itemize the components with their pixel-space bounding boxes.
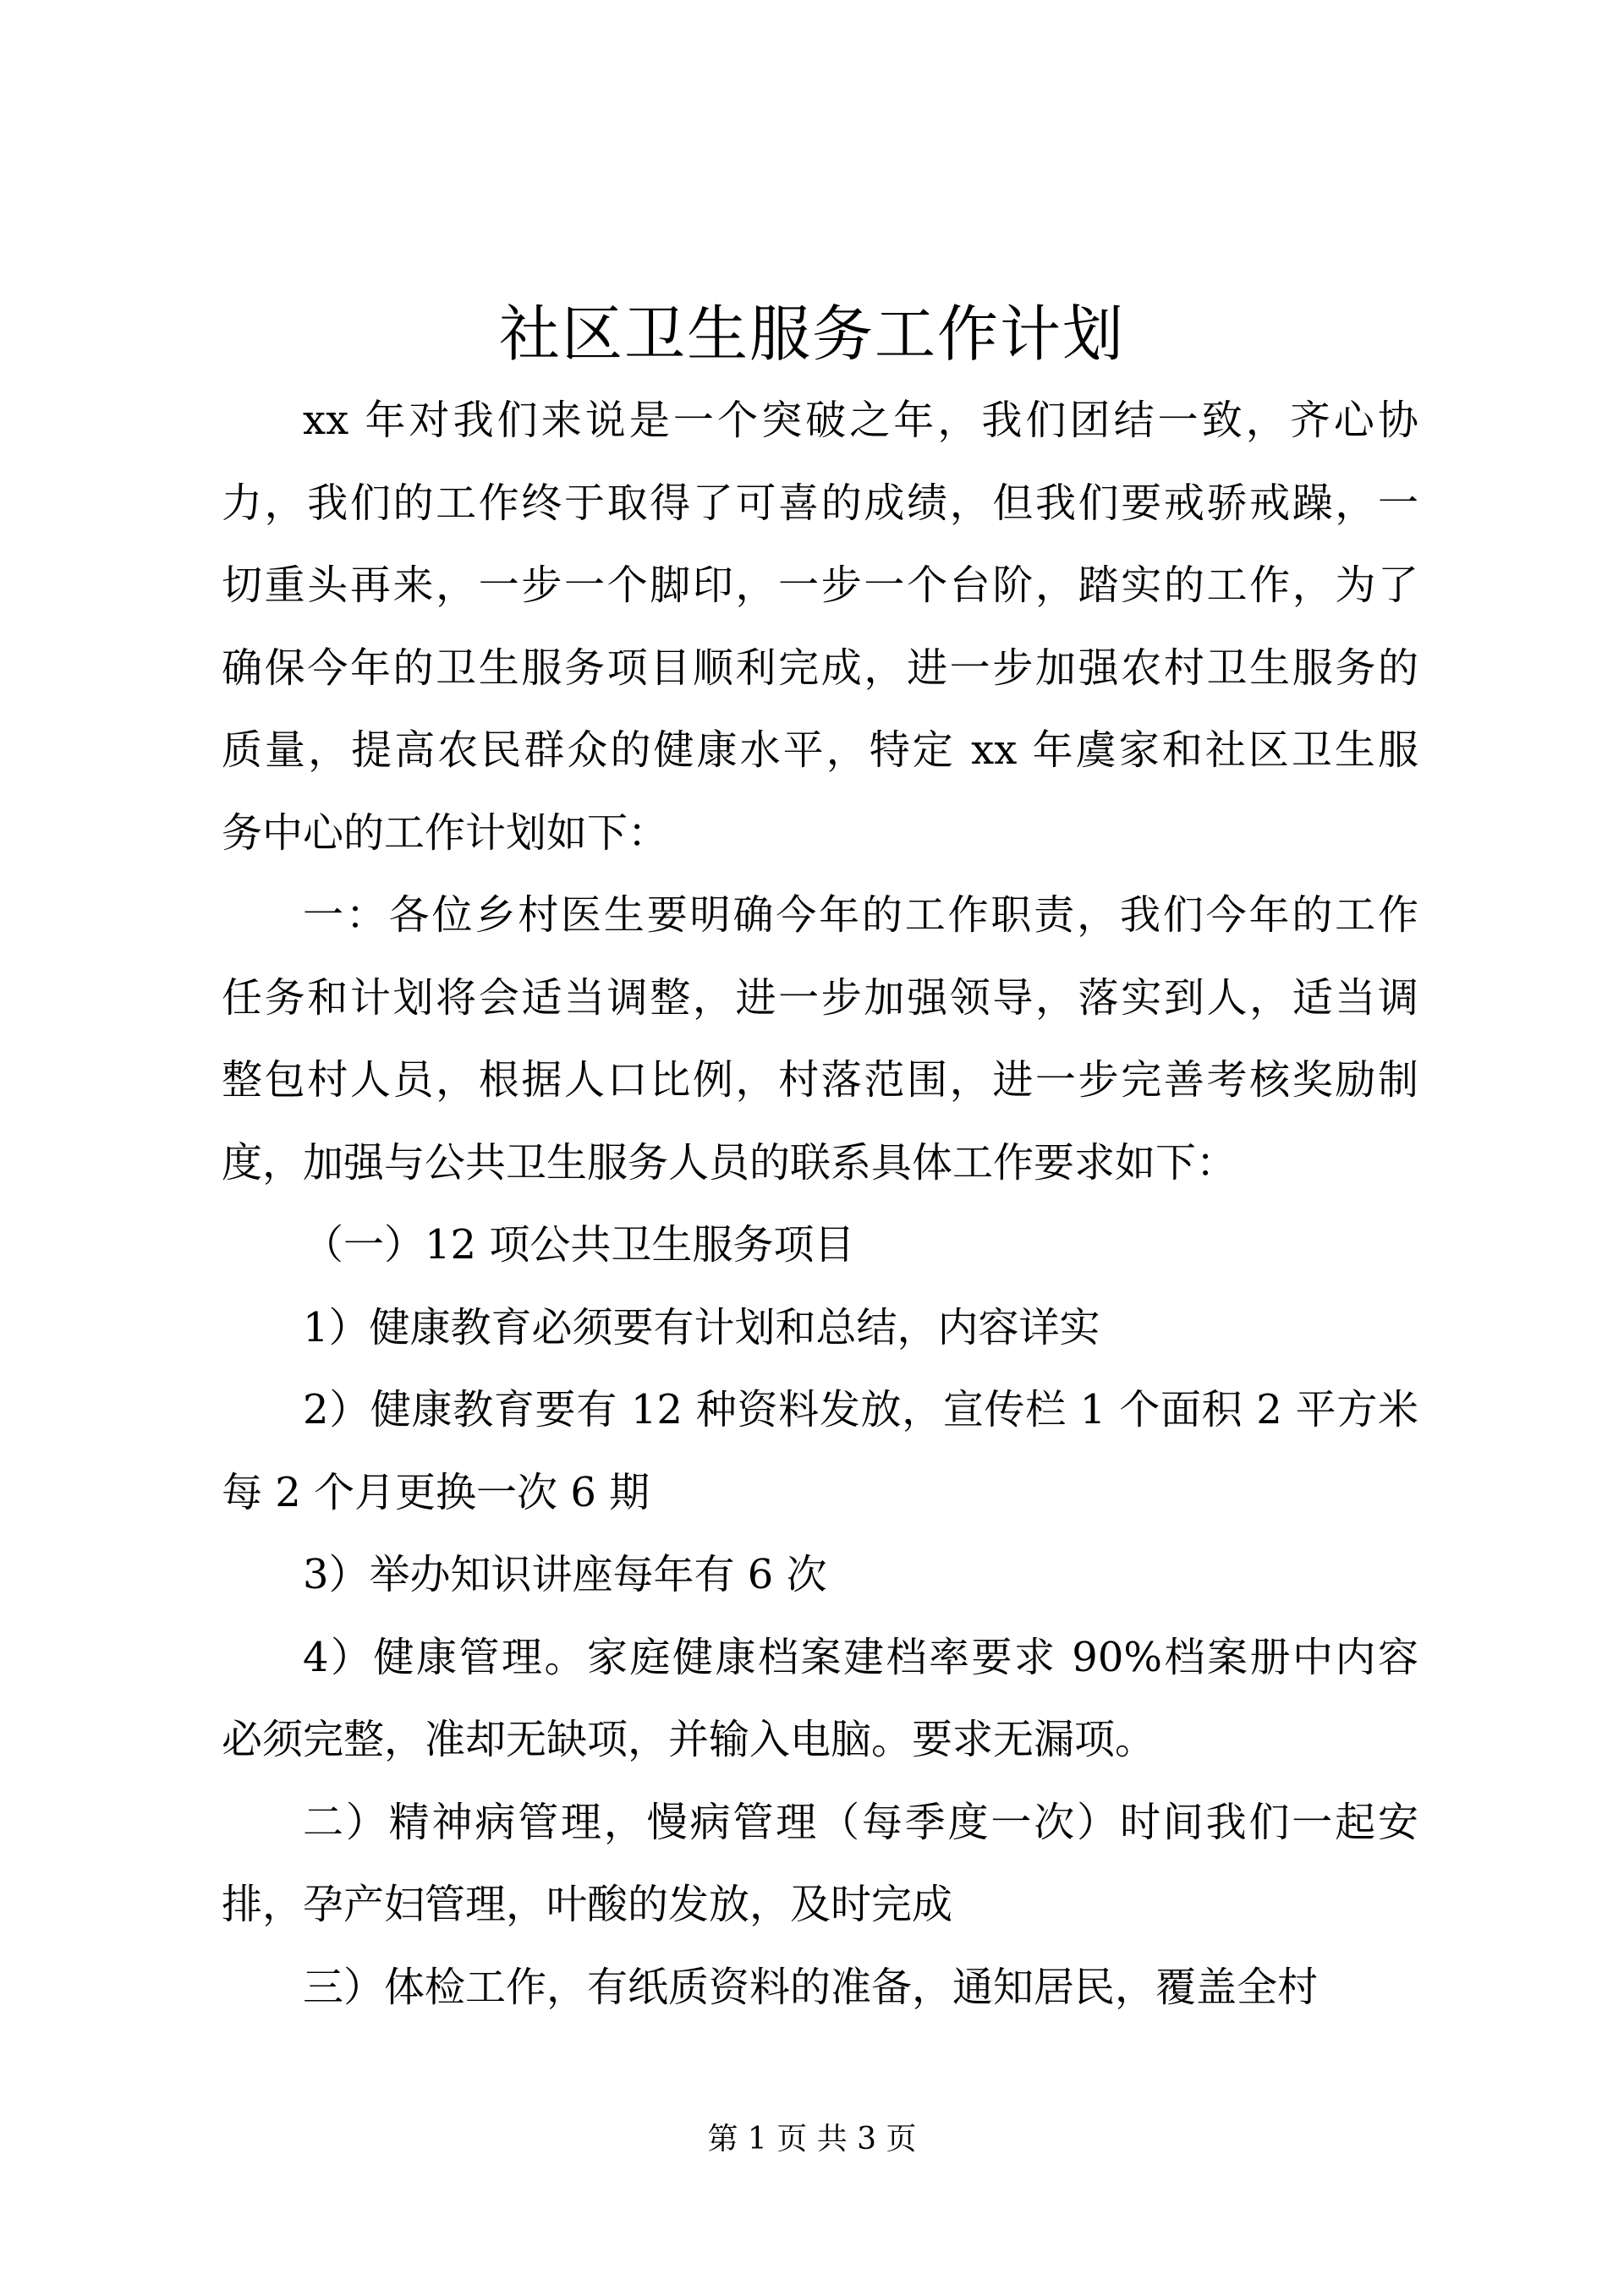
- text-line: 排，孕产妇管理，叶酸的发放，及时完成: [222, 1881, 953, 1928]
- paragraph: [222, 874, 1418, 1204]
- paragraph: [222, 1534, 1418, 1617]
- text-line: 确保今年的卫生服务项目顺利完成，进一步加强农村卫生服务的: [222, 644, 1418, 692]
- text-line: 2）健康教育要有 12 种资料发放，宣传栏 1 个面积 2 平方米: [303, 1386, 1418, 1433]
- text-line: 1）健康教育必须要有计划和总结，内容详实: [303, 1303, 1100, 1351]
- paragraph: [222, 1782, 1418, 1947]
- text-line: （一）12 项公共卫生服务项目: [303, 1221, 855, 1269]
- page-footer: 第 1 页 共 3 页: [707, 2122, 917, 2156]
- paragraph: [222, 1204, 1418, 1287]
- text-line: 切重头再来，一步一个脚印，一步一个台阶，踏实的工作，为了: [222, 562, 1418, 609]
- text-line: xx 年对我们来说是一个突破之年，我们团结一致，齐心协: [303, 397, 1418, 444]
- paragraph: [222, 1617, 1418, 1782]
- paragraph: [222, 1369, 1418, 1534]
- text-line: 每 2 个月更换一次 6 期: [222, 1468, 650, 1516]
- text-line: 力，我们的工作终于取得了可喜的成绩，但我们要戒骄戒躁，一: [222, 479, 1418, 527]
- paragraph: [222, 1287, 1418, 1370]
- text-line: 整包村人员，根据人口比例，村落范围，进一步完善考核奖励制: [222, 1056, 1418, 1104]
- text-line: 度，加强与公共卫生服务人员的联系具体工作要求如下：: [222, 1138, 1237, 1186]
- text-line: 任务和计划将会适当调整，进一步加强领导，落实到人，适当调: [222, 973, 1418, 1022]
- text-line: 4）健康管理。家庭健康档案建档率要求 90%档案册中内容: [303, 1633, 1418, 1681]
- document-title: 社区卫生服务工作计划: [498, 299, 1125, 370]
- text-line: 二）精神病管理，慢病管理（每季度一次）时间我们一起安: [303, 1798, 1418, 1846]
- paragraph: [222, 380, 1418, 874]
- text-line: 三）体检工作，有纸质资料的准备，通知居民，覆盖全村: [303, 1963, 1319, 2011]
- text-line: 务中心的工作计划如下：: [222, 808, 669, 857]
- text-line: 必须完整，准却无缺项，并输入电脑。要求无漏项。: [222, 1716, 1156, 1763]
- document-body: [222, 380, 1418, 2029]
- text-line: 质量，提高农民群众的健康水平，特定 xx 年虞家和社区卫生服: [222, 726, 1418, 774]
- paragraph: [222, 1947, 1418, 2030]
- text-line: 3）举办知识讲座每年有 6 次: [303, 1551, 827, 1598]
- text-line: 一：各位乡村医生要明确今年的工作职责，我们今年的工作: [303, 891, 1418, 939]
